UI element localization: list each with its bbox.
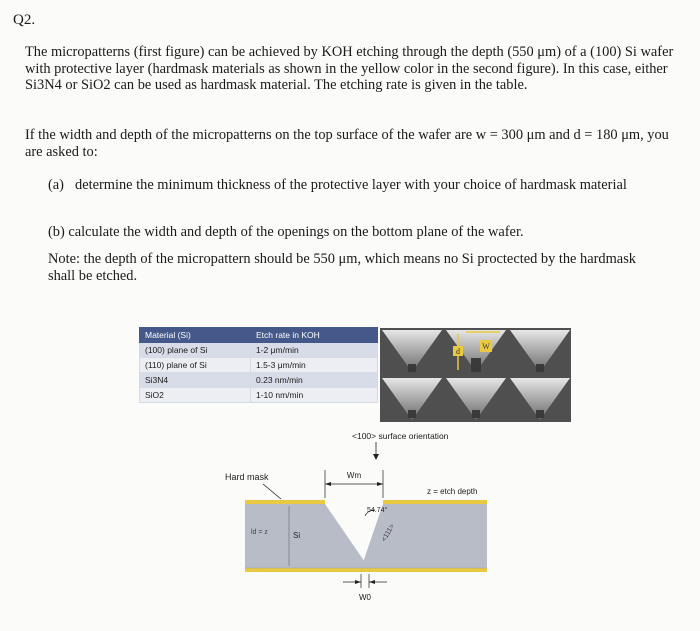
etch-depth-label: z = etch depth (427, 487, 478, 496)
hardmask-bottom (245, 568, 487, 572)
note: Note: the depth of the micropattern should be 550 μm, which means no Si proctected by the hardmask shall be etched. (48, 251, 636, 284)
table-header-material: Material (Si) (140, 328, 251, 343)
table-header-rate: Etch rate in KOH (251, 328, 378, 343)
question-number: Q2. (13, 12, 36, 28)
table-row (140, 373, 378, 388)
table-row (140, 358, 378, 373)
silicon-left (245, 504, 369, 568)
hard-mask-label: Hard mask (225, 472, 269, 482)
table-cell: Si3N4 (140, 373, 251, 388)
d-label: d (456, 347, 460, 356)
w-label: W (482, 342, 490, 351)
table-cell: 1-2 μm/min (251, 343, 378, 358)
etch-rate-table (139, 327, 378, 403)
micropattern-photo (380, 328, 571, 422)
si-label: Si (293, 531, 301, 540)
table-cell: 0.23 nm/min (251, 373, 378, 388)
part-a-text: determine the minimum thickness of the protective layer with your choice of hardmask material (75, 177, 627, 193)
table-cell: (110) plane of Si (140, 358, 251, 373)
task-paragraph: If the width and depth of the micropatterns on the top surface of the wafer are w = 300 μm and d = 180 μm, you are asked to: (25, 127, 669, 160)
intro-paragraph: The micropatterns (first figure) can be achieved by KOH etching through the depth (550 μm) of a (100) Si wafer with protective layer (hardmask materials as shown in the yellow color in the second figure). In this case, either Si3N4 or SiO2 can be used as hardmask material. The etching rate is given in the table. (25, 44, 674, 94)
table-cell: 1.5-3 μm/min (251, 358, 378, 373)
table-cell: SiO2 (140, 388, 251, 403)
part-b: (b) calculate the width and depth of the openings on the bottom plane of the wafer. (48, 224, 524, 240)
part-a (48, 177, 668, 194)
table-header-row (140, 328, 378, 343)
part-a-label: (a) (48, 177, 64, 193)
table-row (140, 343, 378, 358)
table-cell: 1-10 nm/min (251, 388, 378, 403)
orientation-caption: <100> surface orientation (352, 431, 449, 441)
angle-label: 54.74° (367, 507, 388, 514)
hardmask-top-right (383, 500, 487, 504)
table-cell: (100) plane of Si (140, 343, 251, 358)
etch-cross-section-diagram (215, 442, 515, 612)
ld-label: ld = z (251, 529, 268, 536)
top-width-label: Wm (346, 471, 362, 480)
table-row (140, 388, 378, 403)
hardmask-top-left (245, 500, 325, 504)
bottom-width-label: W0 (359, 593, 371, 602)
plane-label: <111> (380, 523, 397, 543)
